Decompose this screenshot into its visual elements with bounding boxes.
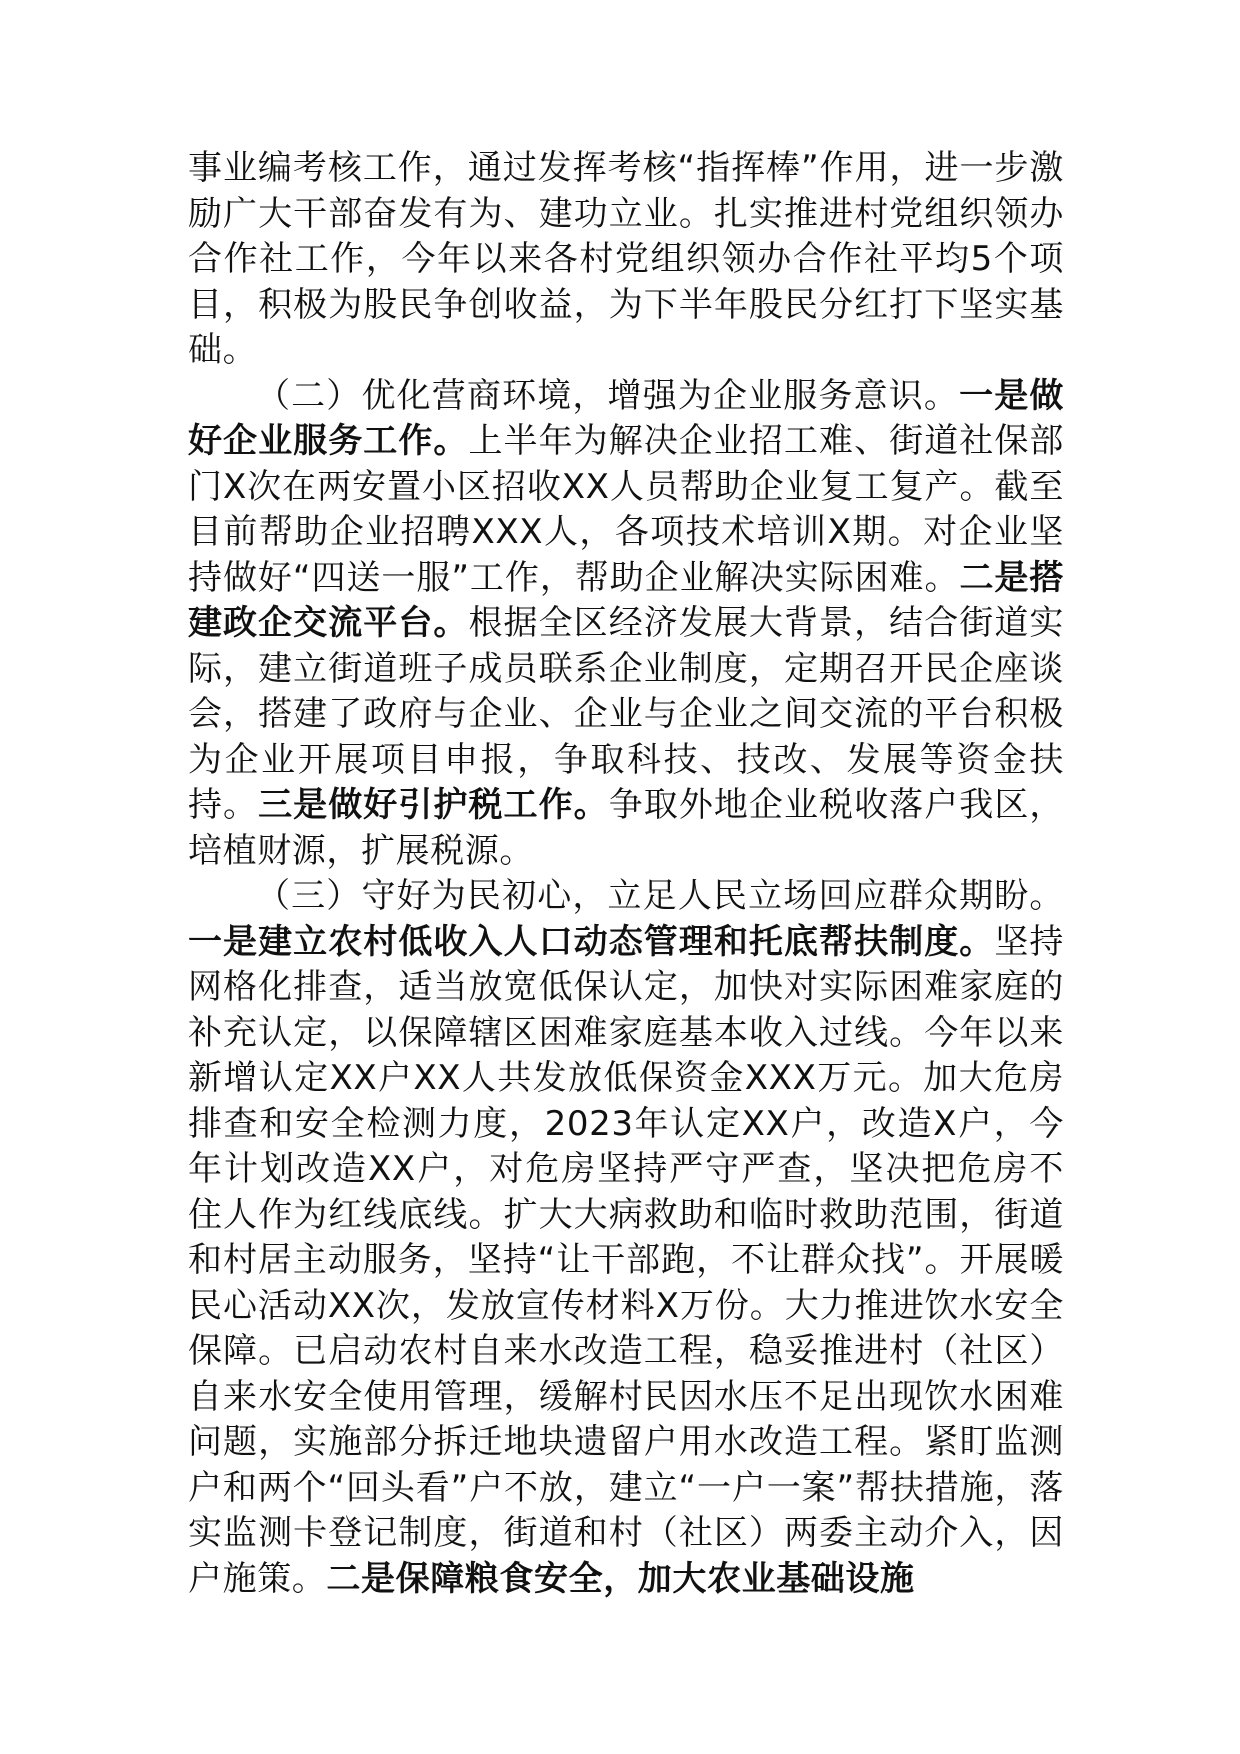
paragraph-continuation (188, 146, 1064, 374)
bold-subheading: 二是保障粮食安全，加大农业基础设施 (326, 1558, 915, 1599)
bold-subheading: 一是做好企业服务工作。 (188, 375, 1064, 461)
bold-subheading: 三是做好引护税工作。 (258, 785, 609, 825)
bold-subheading: 二是搭建政企交流平台。 (188, 557, 1064, 643)
text-run: 坚持网格化排查，适当放宽低保认定，加快对实际困难家庭的补充认定，以保障辖区困难家庭基本收入过线。今年以来新增认定XX户XX人共发放低保资金XXX万元。加大危房排查和安全检测力度，2023年认定XX户，改造X户，今年计划改造XX户，对危房坚持严守严查，坚决把危房不住人作为红线底线。扩大大病救助和临时救助范围，街道和村居主动服务，坚持“让干部跑，不让群众找”。开展暖民心活动XX次，发放宣传材料X万份。大力推进饮水安全保障。已启动农村自来水改造工程，稳妥推进村（社区）自来水安全使用管理，缓解村民因水压不足出现饮水困难问题，实施部分拆迁地块遗留户用水改造工程。紧盯监测户和两个“回头看”户不放，建立“一户一案”帮扶措施，落实监测卡登记制度，街道和村（社区）两委主动介入，因户施策。 (188, 921, 1064, 1599)
section-heading: （三）守好为民初心，立足人民立场回应群众期盼。 (256, 876, 1064, 916)
paragraph-section-three (188, 874, 1064, 1602)
text-run: 根据全区经济发展大背景，结合街道实际，建立街道班子成员联系企业制度，定期召开民企座谈会，搭建了政府与企业、企业与企业之间交流的平台积极为企业开展项目申报，争取科技、技改、发展等资金扶持。 (188, 603, 1064, 825)
text-run: 上半年为解决企业招工难、街道社保部门X次在两安置小区招收XX人员帮助企业复工复产。截至目前帮助企业招聘XXX人，各项技术培训X期。对企业坚持做好“四送一服”工作，帮助企业解决实际困难。 (188, 421, 1064, 598)
text-run: 事业编考核工作，通过发挥考核“指挥棒”作用，进一步激励广大干部奋发有为、建功立业。扎实推进村党组织领办合作社工作，今年以来各村党组织领办合作社平均5个项目，积极为股民争创收益，为下半年股民分红打下坚实基础。 (188, 148, 1064, 370)
bold-subheading: 一是建立农村低收入人口动态管理和托底帮扶制度。 (188, 921, 995, 962)
text-run: 争取外地企业税收落户我区，培植财源，扩展税源。 (188, 785, 1064, 871)
document-body (188, 146, 1064, 1602)
section-heading: （二）优化营商环境，增强为企业服务意识。 (256, 375, 960, 416)
paragraph-section-two (188, 374, 1064, 875)
